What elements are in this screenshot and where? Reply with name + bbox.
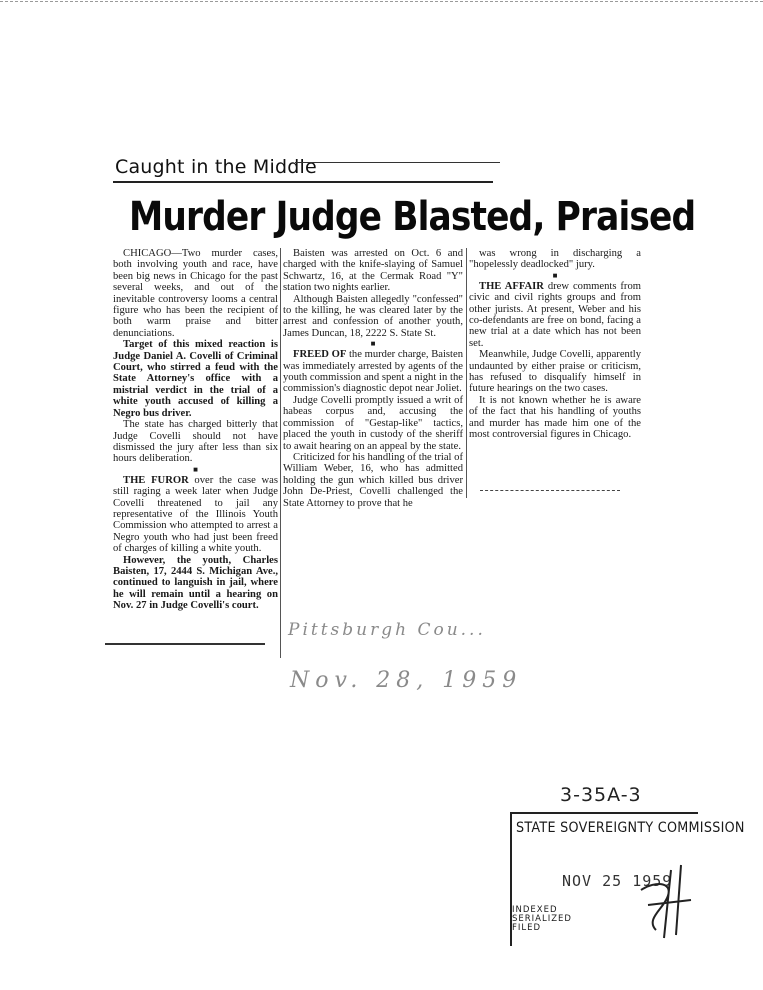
newspaper-clipping — [95, 148, 696, 658]
section-separator: ■ — [370, 339, 376, 349]
stamp-field-indexed: INDEXED — [512, 905, 558, 915]
paragraph: CHICAGO—Two murder cases, both involving youth and race, have been big news in Chicago for the past several weeks, and out of the inevitable controversy looms a central figure who has been the recipient of both warm praise and bitter denunciations. — [113, 248, 278, 339]
section-separator: ■ — [193, 464, 198, 474]
handwritten-initials — [636, 860, 696, 940]
clipping-bottom-rule — [105, 643, 265, 645]
article-column-3 — [469, 248, 641, 441]
handwritten-file-number: 3-35A-3 — [560, 784, 642, 806]
paragraph: Criticized for his handling of the trial of William Weber, 16, who has admitted holding the gun which killed bus driver John De-Priest, Covelli challenged the State Attorney to prove that he — [283, 451, 463, 509]
kicker-title: Caught in the Middle — [115, 156, 317, 178]
stamp-field-serialized: SERIALIZED — [512, 914, 572, 924]
kicker-rule — [113, 181, 493, 183]
handwritten-date: Nov. 28, 1959 — [290, 668, 523, 693]
stamp-fields — [512, 906, 572, 933]
paragraph: Judge Covelli promptly issued a writ of habeas corpus and, accusing the commission of "Gestap-like" tactics, placed the youth in custody of the sheriff to await hearing on an appeal by the state. — [283, 394, 463, 452]
paragraph: The state has charged bitterly that Judge Covelli should not have dismissed the jury after less than six hours deliberation. — [113, 419, 278, 465]
stamp-date: NOV 25 1959 — [562, 872, 673, 890]
paragraph: was wrong in discharging a "hopelessly deadlocked" jury. — [469, 248, 641, 271]
stamp-field-filed: FILED — [512, 923, 542, 933]
paragraph: However, the youth, Charles Baisten, 17, 2444 S. Michigan Ave., continued to languish in jail, where he will remain until a hearing on Nov. 27 in Judge Covelli's court. — [113, 554, 278, 612]
article-column-2 — [283, 248, 463, 509]
column-rule — [466, 248, 467, 498]
column-rule — [280, 248, 281, 658]
paragraph: Target of this mixed reaction is Judge Daniel A. Covelli of Criminal Court, who stirred a feud with the State Attorney's office with a mistrial verdict in the trial of a white youth accused of killing a Negro bus driver. — [113, 339, 278, 419]
stamp-title: STATE SOVEREIGNTY COMMISSION — [516, 820, 745, 836]
paragraph: THE FUROR over the case was still raging a week later when Judge Covelli threatened to jail any representative of the Illinois Youth Commission who attempted to arrest a Negro youth who had just been freed of charges of killing a white youth. — [113, 474, 278, 555]
section-separator: ■ — [552, 270, 558, 280]
paragraph: It is not known whether he is aware of the fact that his handling of youths and murder has made him one of the most controversial figures in Chicago. — [469, 394, 641, 441]
top-dotted-border — [0, 1, 763, 2]
column-end-rule — [480, 490, 620, 491]
article-column-1 — [113, 248, 278, 612]
paragraph: Meanwhile, Judge Covelli, apparently undaunted by either praise or criticism, has refused to disqualify himself in future hearings on the two cases. — [469, 349, 641, 395]
headline: Murder Judge Blasted, Praised — [129, 194, 696, 240]
kicker-rule-top — [295, 162, 500, 163]
paragraph: Although Baisten allegedly "confessed" to the killing, he was cleared later by the arrest and confession of another youth, James Duncan, 18, 2222 S. State St. — [283, 293, 463, 339]
handwritten-source: Pittsburgh Cou... — [288, 620, 486, 640]
paragraph: FREED OF the murder charge, Baisten was immediately arrested by agents of the youth commission and spent a night in the commission's diagnostic depot near Joliet. — [283, 349, 463, 395]
paragraph: THE AFFAIR drew comments from civic and civil rights groups and from other jurists. At present, Weber and his co-defendants are free on bond, facing a new trial at a date which has not been set. — [469, 280, 641, 349]
paragraph: Baisten was arrested on Oct. 6 and charged with the knife-slaying of Samuel Schwartz, 16, at the Cermak Road "Y" station two nights earlier. — [283, 248, 463, 294]
